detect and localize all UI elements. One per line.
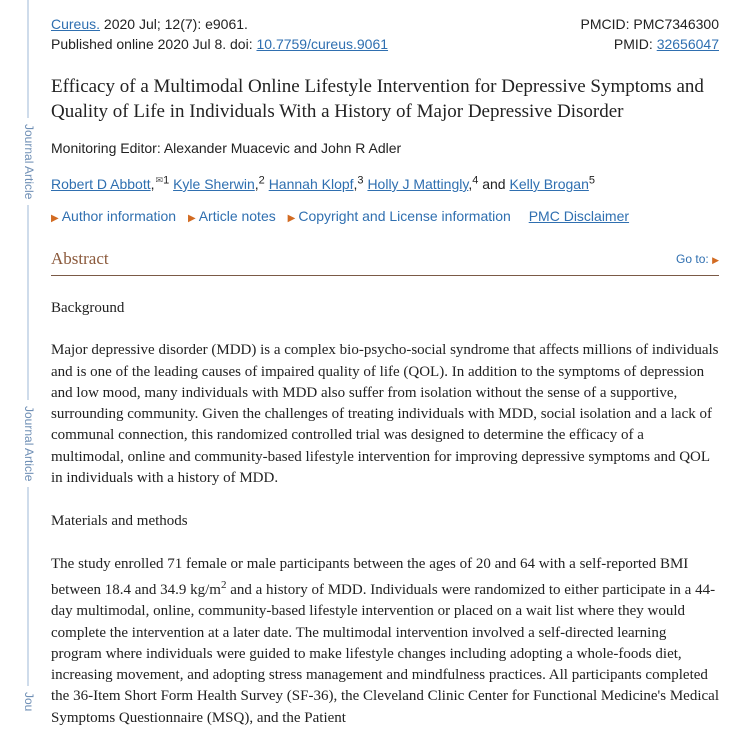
triangle-right-icon: ▶ (188, 213, 196, 224)
separator: , (150, 176, 155, 192)
email-icon[interactable]: ✉ (155, 175, 164, 185)
goto-label: Go to: (676, 252, 709, 266)
author-link[interactable]: Hannah Klopf (268, 176, 354, 192)
author-affiliation: 5 (588, 174, 595, 187)
pmc-disclaimer-link[interactable]: PMC Disclaimer (528, 208, 630, 224)
methods-text: The study enrolled 71 female or male participants between the ages of 20 and 64 with a self-reported BMI between 18.4 and 34.9 kg/m (51, 555, 689, 598)
monitoring-editor: Monitoring Editor: Alexander Muacevic and John R Adler (51, 140, 402, 156)
citation-text: 2020 Jul; 12(7): e9061. (100, 16, 248, 32)
author-information-label: Author information (61, 208, 177, 224)
journal-link[interactable]: Cureus. (51, 16, 101, 32)
article-info-links (51, 206, 719, 229)
article-title: Efficacy of a Multimodal Online Lifestyle Intervention for Depressive Symptoms and Quality of Life in Individuals With a History of Major Depressive Disorder (51, 76, 704, 122)
sidebar-label-journal-article: Journal Article (20, 118, 36, 205)
abstract-header (51, 249, 719, 276)
doi-link[interactable]: 10.7759/cureus.9061 (256, 36, 389, 52)
separator: , (468, 176, 473, 192)
pmcid-text: PMCID: PMC7346300 (580, 16, 719, 32)
author-affiliation: 4 (472, 174, 479, 187)
published-text: Published online 2020 Jul 8. doi: (51, 36, 257, 52)
triangle-right-icon: ▶ (51, 213, 59, 224)
superscript: 2 (220, 578, 227, 591)
author-information-toggle[interactable] (51, 208, 176, 224)
separator: and (482, 176, 506, 192)
article-notes-label: Article notes (198, 208, 276, 224)
background-paragraph: Major depressive disorder (MDD) is a complex bio-psycho-social syndrome that affects millions of individuals and is one of the leading causes of impaired quality of life (QOL). In addition to the symptoms of depression and low mood, many individuals with MDD also suffer from isolation without the sense of a supportive, surrounding community. Given the challenges of treating individuals with MDD, social isolation and a lack of communal connection, this randomized controlled trial was designed to determine the efficacy of a multimodal, online and community-based lifestyle intervention for improving depressive symptoms and QOL in individuals with a history of MDD. (51, 342, 719, 487)
author-affiliation: 1 (163, 174, 170, 187)
article-content (51, 0, 719, 729)
citation-right (580, 14, 719, 54)
citation-meta (51, 14, 719, 54)
methods-paragraph (51, 554, 719, 729)
sidebar-label-journal-article: Jou (20, 686, 36, 717)
author-link[interactable]: Kelly Brogan (509, 176, 589, 192)
separator: , (353, 176, 358, 192)
pmid-label: PMID: (613, 36, 657, 52)
sidebar-rail (27, 0, 29, 710)
published-line (51, 34, 388, 54)
copyright-label: Copyright and License information (298, 208, 511, 224)
author-list (51, 170, 719, 194)
background-heading: Background (51, 300, 125, 316)
pmid-line (580, 34, 719, 54)
abstract-heading: Abstract (51, 249, 109, 268)
methods-text: and a history of MDD. Individuals were randomized to either participate in a 44-day multimodal, online, community-based lifestyle intervention or placed on a wait list where they would complete the intervention at a later date. The multimodal intervention involved a self-directed learning program where individuals were guided to make lifestyle changes including adopting a whole-foods diet, increasing movement, and adopting stress management and mindfulness practices. All participants completed the 36-Item Short Form Health Survey (SF-36), the Cleveland Clinic Center for Functional Medicine's Medical Symptoms Questionnaire (MSQ), and the Patient (51, 581, 719, 726)
copyright-toggle[interactable] (288, 208, 511, 224)
sidebar-label-journal-article: Journal Article (20, 400, 36, 487)
pmid-link[interactable]: 32656047 (656, 36, 719, 52)
author-affiliation: 3 (357, 174, 364, 187)
author-link[interactable]: Kyle Sherwin (173, 176, 255, 192)
citation-line (51, 14, 388, 34)
triangle-right-icon: ▶ (712, 255, 719, 265)
author-affiliation: 2 (258, 174, 265, 187)
methods-heading: Materials and methods (51, 513, 188, 530)
goto-menu[interactable] (676, 252, 719, 266)
author-link[interactable]: Holly J Mattingly (367, 176, 469, 192)
separator: , (254, 176, 259, 192)
article-notes-toggle[interactable] (188, 208, 276, 224)
triangle-right-icon: ▶ (287, 213, 296, 224)
author-link[interactable]: Robert D Abbott (51, 176, 151, 192)
citation-left (51, 14, 388, 54)
